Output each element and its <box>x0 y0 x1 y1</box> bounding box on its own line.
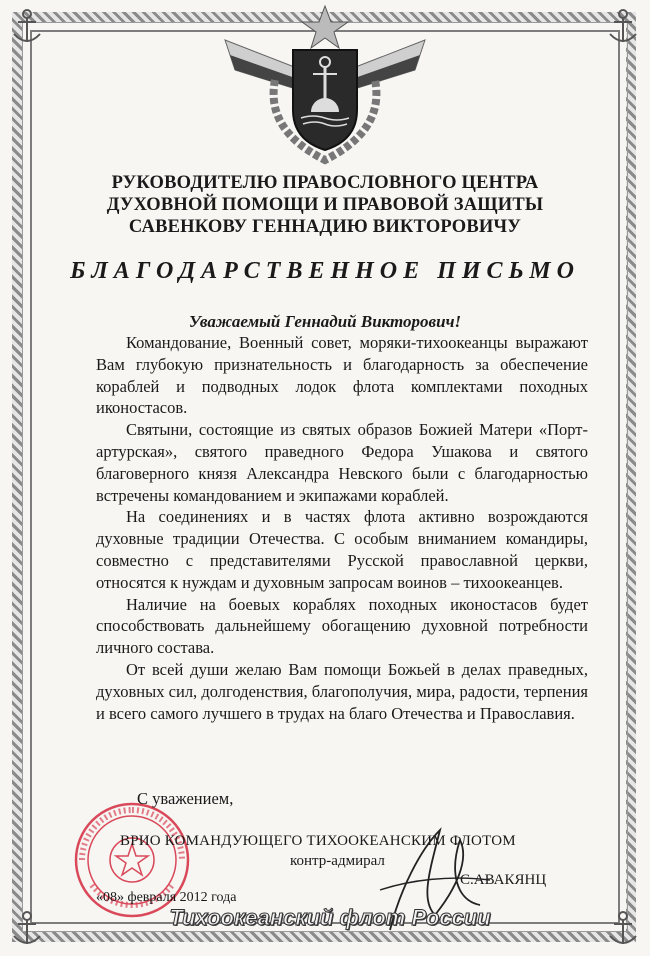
corner-anchor-icon <box>600 4 646 50</box>
body-paragraph: Святыни, состоящие из святых образов Божией Матери «Порт-артурская», святого праведного Федора Ушакова и святого благоверного князя Александра Невского были с благодарностью встречены командованием и экипажами кораблей. <box>96 420 588 505</box>
body-paragraph: Командование, Военный совет, моряки-тихоокеанцы выражают Вам глубокую признательность и благодарность за обеспечение кораблей и подводных лодок флота комплектами походных иконостасов. <box>96 333 588 418</box>
document-title: БЛАГОДАРСТВЕННОЕ ПИСЬМО <box>70 258 580 284</box>
corner-anchor-icon <box>600 906 646 952</box>
signer-rank: контр-адмирал <box>290 853 385 869</box>
addressee-line: САВЕНКОВУ ГЕННАДИЮ ВИКТОРОВИЧУ <box>128 217 522 237</box>
body-paragraph: На соединениях и в частях флота активно возрождаются духовные традиции Отечества. С особым вниманием командиры, совместно с представителями Русской православной церкви, относятся к нуждам и духовным запросам воинов – тихоокеанцев. <box>96 507 588 592</box>
date: «08» февраля 2012 года <box>96 890 237 905</box>
addressee-line: РУКОВОДИТЕЛЮ ПРАВОСЛОВНОГО ЦЕНТРА <box>111 173 539 193</box>
letter-body <box>96 332 588 724</box>
corner-anchor-icon <box>4 4 50 50</box>
body-paragraph: Наличие на боевых кораблях походных иконостасов будет способствовать дальнейшему обогащению духовной потребности личного состава. <box>96 594 588 658</box>
closing: С уважением, <box>137 789 234 808</box>
signer-title: ВРИО КОМАНДУЮЩЕГО ТИХООКЕАНСКИМ ФЛОТОМ <box>120 833 516 849</box>
body-paragraph: От всей души желаю Вам помощи Божьей в делах праведных, духовных сил, долгоденствия, благополучия, мира, радости, терпения и всего самого лучшего в трудах на благо Отечества и Православия. <box>96 659 588 723</box>
signer-name: С.АВАКЯНЦ <box>460 872 547 888</box>
naval-emblem-icon <box>205 0 445 165</box>
addressee-line: ДУХОВНОЙ ПОМОЩИ И ПРАВОВОЙ ЗАЩИТЫ <box>106 195 544 215</box>
salutation: Уважаемый Геннадий Викторович! <box>188 312 462 331</box>
addressee-block <box>60 172 590 238</box>
corner-anchor-icon <box>4 906 50 952</box>
watermark-text: Тихоокеанский флот России <box>169 905 491 930</box>
